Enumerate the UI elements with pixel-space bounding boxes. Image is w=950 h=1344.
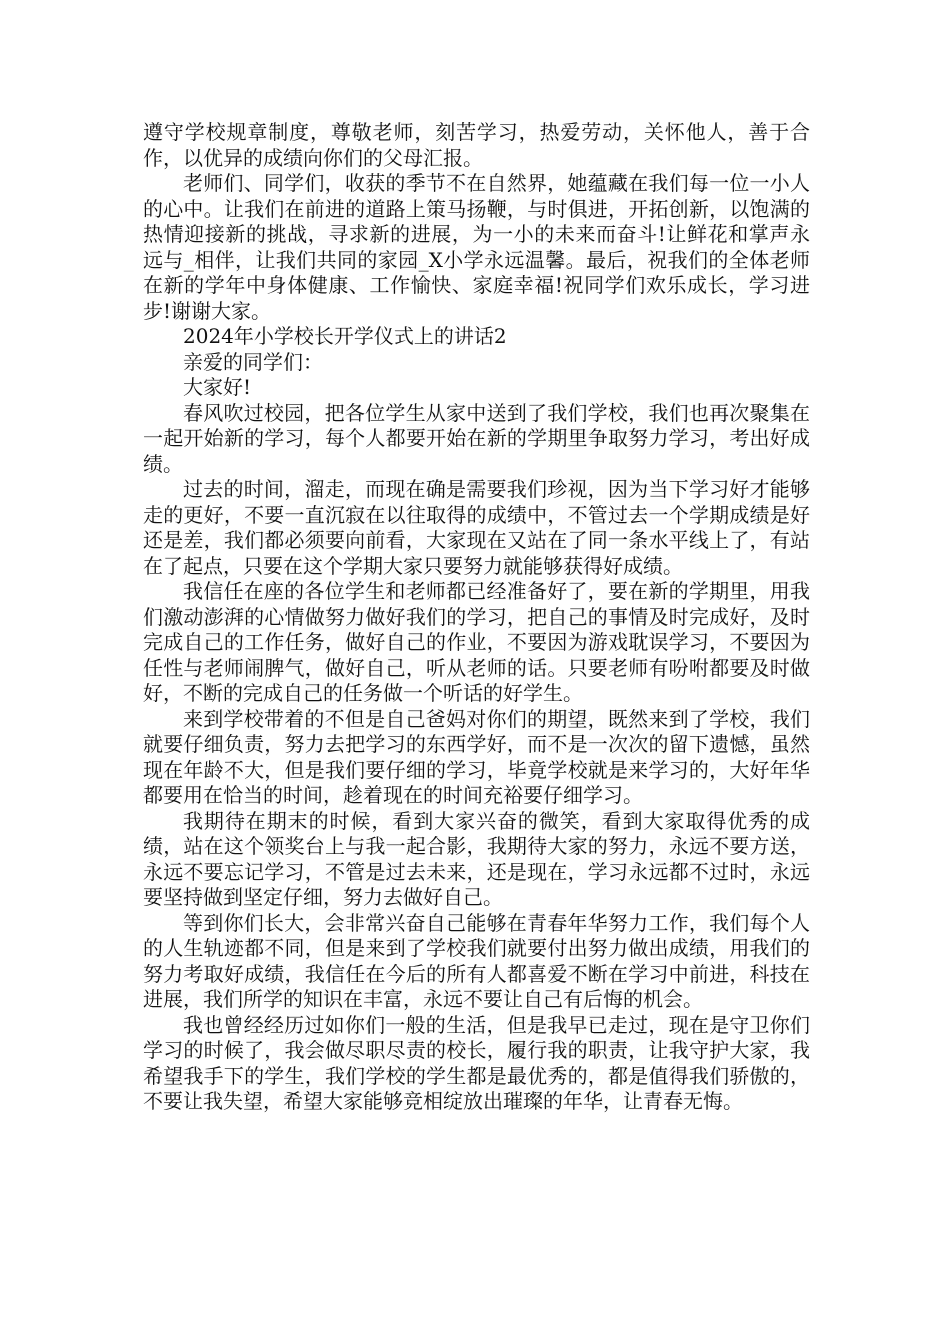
paragraph: 来到学校带着的不但是自己爸妈对你们的期望，既然来到了学校，我们就要仔细负责，努力去把学习的东西学好，而不是一次次的留下遗憾，虽然现在年龄不大，但是我们要仔细的学习，毕竟学校就是来学习的，大好年华都要用在恰当的时间，趁着现在的时间充裕要仔细学习。 (143, 706, 810, 807)
paragraph: 我期待在期末的时候，看到大家兴奋的微笑，看到大家取得优秀的成绩，站在这个领奖台上与我一起合影，我期待大家的努力，永远不要方送，永远不要忘记学习，不管是过去未来，还是现在，学习永远都不过时，永远要坚持做到坚定仔细，努力去做好自己。 (143, 808, 810, 909)
paragraph: 老师们、同学们，收获的季节不在自然界，她蕴藏在我们每一位一小人的心中。让我们在前进的道路上策马扬鞭，与时俱进，开拓创新，以饱满的热情迎接新的挑战，寻求新的进展，为一小的未来而奋斗!让鲜花和掌声永远与_相伴，让我们共同的家园_X小学永远温馨。最后，祝我们的全体老师在新的学年中身体健康、工作愉快、家庭幸福!祝同学们欢乐成长，学习进步!谢谢大家。 (143, 171, 810, 323)
paragraph: 过去的时间，溜走，而现在确是需要我们珍视，因为当下学习好才能够走的更好，不要一直沉寂在以往取得的成绩中，不管过去一个学期成绩是好还是差，我们都必须要向前看，大家现在又站在了同一条水平线上了，有站在了起点，只要在这个学期大家只要努力就能够获得好成绩。 (143, 477, 810, 578)
paragraph: 春风吹过校园，把各位学生从家中送到了我们学校，我们也再次聚集在一起开始新的学习，每个人都要开始在新的学期里争取努力学习，考出好成绩。 (143, 400, 810, 476)
section-heading: 2024年小学校长开学仪式上的讲话2 (183, 324, 507, 348)
document-body (143, 120, 810, 1115)
paragraph: 我也曾经经历过如你们一般的生活，但是我早已走过，现在是守卫你们学习的时候了，我会做尽职尽责的校长，履行我的职责，让我守护大家，我希望我手下的学生，我们学校的学生都是最优秀的，都是值得我们骄傲的，不要让我失望，希望大家能够竞相绽放出璀璨的年华，让青春无悔。 (143, 1012, 810, 1113)
paragraph: 遵守学校规章制度，尊敬老师，刻苦学习，热爱劳动，关怀他人，善于合作，以优异的成绩向你们的父母汇报。 (143, 120, 810, 170)
paragraph: 我信任在座的各位学生和老师都已经准备好了，要在新的学期里，用我们激动澎湃的心情做努力做好我们的学习，把自己的事情及时完成好，及时完成自己的工作任务，做好自己的作业，不要因为游戏耽误学习，不要因为任性与老师闹脾气，做好自己，听从老师的话。只要老师有吩咐都要及时做好，不断的完成自己的任务做一个听话的好学生。 (143, 579, 810, 705)
greeting: 大家好! (183, 375, 252, 399)
paragraph: 等到你们长大，会非常兴奋自己能够在青春年华努力工作，我们每个人的人生轨迹都不同，但是来到了学校我们就要付出努力做出成绩，用我们的努力考取好成绩，我信任在今后的所有人都喜爱不断在学习中前进，科技在进展，我们所学的知识在丰富，永远不要让自己有后悔的机会。 (143, 910, 810, 1011)
salutation: 亲爱的同学们： (183, 349, 323, 374)
